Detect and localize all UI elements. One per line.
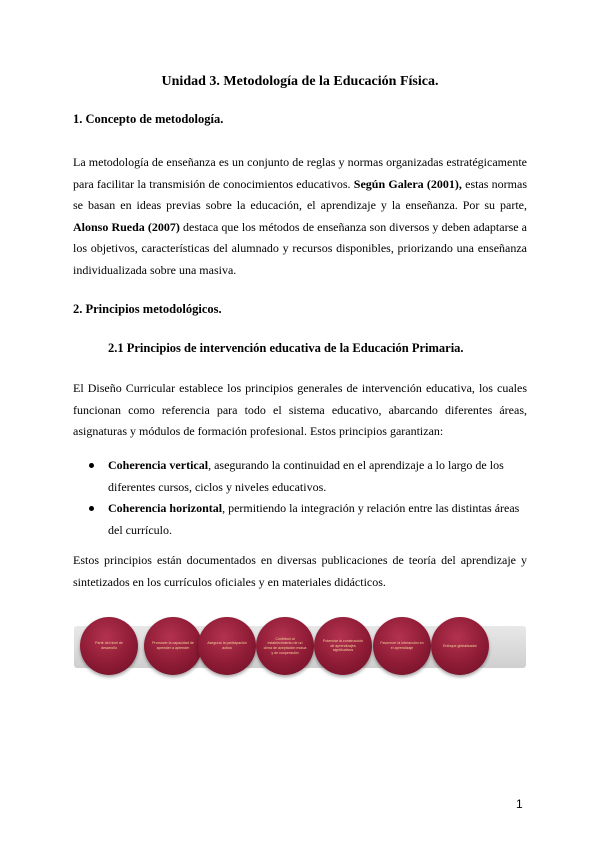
- citation-alonso-rueda: Alonso Rueda (2007): [73, 219, 180, 234]
- principle-label: Potenciar la construcción de aprendizajes significativos: [322, 639, 364, 653]
- principle-label: Partir del nivel de desarrollo: [95, 641, 123, 650]
- list-item-text: , asegurando la continuidad en el aprendizaje a lo largo de los diferentes cursos, ciclos y niveles educativos.: [108, 458, 504, 494]
- principles-diagram: [74, 615, 526, 685]
- principle-circle: [373, 617, 431, 675]
- page-number: 1: [516, 797, 523, 811]
- principle-circle: [431, 617, 489, 675]
- principle-label: Promover la capacidad de aprender a aprender: [152, 641, 194, 650]
- principle-circle: [314, 617, 372, 675]
- principle-circle: [256, 617, 314, 675]
- principle-label: Asegurar la participación activa: [207, 641, 247, 650]
- methodology-paragraph: [73, 152, 527, 281]
- principles-list: [73, 455, 527, 541]
- section-2-1-heading: 2.1 Principios de intervención educativa de la Educación Primaria.: [108, 341, 464, 355]
- page-title: Unidad 3. Metodología de la Educación Física.: [161, 74, 439, 89]
- curriculum-paragraph: El Diseño Curricular establece los principios generales de intervención educativa, los cuales funcionan como referencia para todo el sistema educativo, abarcando diferentes áreas, asignaturas y módulos de formación profesional. Estos principios garantizan:: [73, 381, 527, 438]
- section-1-heading: 1. Concepto de metodología.: [73, 112, 224, 126]
- principle-label: Enfoque globalizador: [443, 643, 477, 648]
- principle-circle: [144, 617, 202, 675]
- principle-label: Contribuir al establecimiento de un clima de aceptación mutua y de cooperación: [263, 636, 307, 655]
- list-item-text: , permitiendo la integración y relación entre las distintas áreas del currículo.: [108, 501, 520, 537]
- paragraph-text: estas normas se basan en ideas previas sobre la educación, el aprendizaje y la enseñanza. Por su parte,: [73, 176, 527, 212]
- principle-label: Favorecer la interacción en el aprendizaje: [380, 641, 424, 650]
- principle-circle: [80, 617, 138, 675]
- paragraph-text: La metodología de enseñanza es un conjunto de reglas y normas organizadas estratégicamente para facilitar la transmisión de conocimientos educativos.: [73, 155, 527, 191]
- list-item-term: Coherencia horizontal: [108, 501, 223, 515]
- citation-galera: Según Galera (2001),: [353, 176, 462, 191]
- bullet-icon: [89, 506, 94, 511]
- bullet-icon: [89, 463, 94, 468]
- principle-circle: [198, 617, 256, 675]
- paragraph-text: destaca que los métodos de enseñanza son diversos y deben adaptarse a los objetivos, características del alumnado y recursos disponibles, priorizando una enseñanza individualizada sobre una masiva.: [73, 219, 527, 277]
- list-item-term: Coherencia vertical: [108, 458, 209, 472]
- list-item: [73, 455, 527, 498]
- list-item: [73, 498, 527, 541]
- closing-paragraph: Estos principios están documentados en diversas publicaciones de teoría del aprendizaje y sintetizados en los currículos oficiales y en materiales didácticos.: [73, 553, 527, 589]
- section-2-heading: 2. Principios metodológicos.: [73, 302, 222, 316]
